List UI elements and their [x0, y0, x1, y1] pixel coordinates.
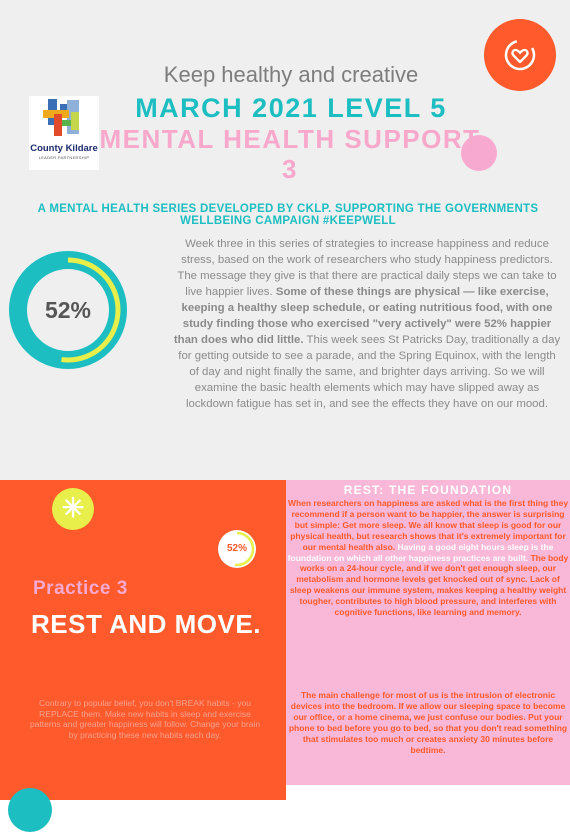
logo-subtitle: LEADER PARTNERSHIP — [38, 155, 90, 160]
intro-text-bold: Some of these things are physical — like exercise, keeping a healthy sleep schedule, or eating nutritious food, with one study finding those who exercised "very actively" were 52% happier than does who did little. — [173, 286, 553, 346]
sun-asterisk-icon: ✳ — [52, 488, 94, 530]
decorative-teal-circle — [8, 788, 52, 832]
intro-paragraph — [172, 236, 562, 412]
rest-paragraph-2: The main challenge for most of us is the intrusion of electronic devices into the bedroom. If we allow our sleeping space to become our office, or a home cinema, we just confuse our bodies. Put your phone to bed before you go to bed, so that you don't read something that stimulates too much or creates anxiety 30 minutes before bedtime. — [288, 690, 568, 755]
rest-p1-highlight: Having a good eight hours sleep is the foundation on which all other happiness practices are built. — [287, 541, 554, 563]
percent-label-small: 52% — [226, 543, 247, 554]
logo-name: County Kildare — [30, 143, 98, 154]
rest-p1-b: The body works on a 24-hour cycle, and if we don't get enough sleep, our metabolism and hormone levels get knocked out of sync. Lack of sleep weakens our immune system, makes keeping a healthy weight tougher, contributes to high blood pressure, and interferes with cognitive functions, like learning and memory. — [289, 552, 569, 618]
practice-headline: REST AND MOVE. — [31, 609, 261, 639]
rest-heading: REST: THE FOUNDATION — [343, 483, 513, 497]
percent-label-large: 52% — [44, 297, 92, 323]
practice-label: Practice 3 — [33, 578, 128, 599]
intro-text-a: Week three in this series of strategies to increase happiness and reduce stress, based on the work of researchers who study happiness predictors. The message they give is that there are practical daily steps we can take to live happier lives. — [177, 238, 557, 298]
title-date-level: MARCH 2021 LEVEL 5 — [135, 93, 447, 123]
title-mental-health: MENTAL HEALTH SUPPORT 3 — [99, 124, 481, 184]
intro-text-b: This week sees St Patricks Day, traditionally a day for getting outside to see a parade, and the Spring Equinox, with the length of day and night finally the same, and brighter days arriving. So we will examine the basic health elements which may have slipped away as lockdown fatigue has set in, and see the effects they have on our mood. — [178, 334, 561, 410]
habits-paragraph: Contrary to popular belief, you don't BREAK habits - you REPLACE them. Make new habits in sleep and exercise patterns and greater happiness will follow. Change your brain by practicing these new habits each day. — [29, 698, 261, 740]
rest-paragraph-1 — [286, 498, 570, 618]
series-tagline: A MENTAL HEALTH SERIES DEVELOPED BY CKLP. SUPPORTING THE GOVERNMENTS WELLBEING CAMPAIGN #KEEPWELL — [37, 203, 539, 227]
subtitle: Keep healthy and creative — [163, 62, 419, 87]
rest-p1-a: When researchers on happiness are asked what is the first thing they recommend if a person want to be happier, the answer is surprising but simple: Get more sleep. We all know that sleep is good for our physical health, but research shows that it's extremely important for our mental health also. — [287, 498, 569, 552]
